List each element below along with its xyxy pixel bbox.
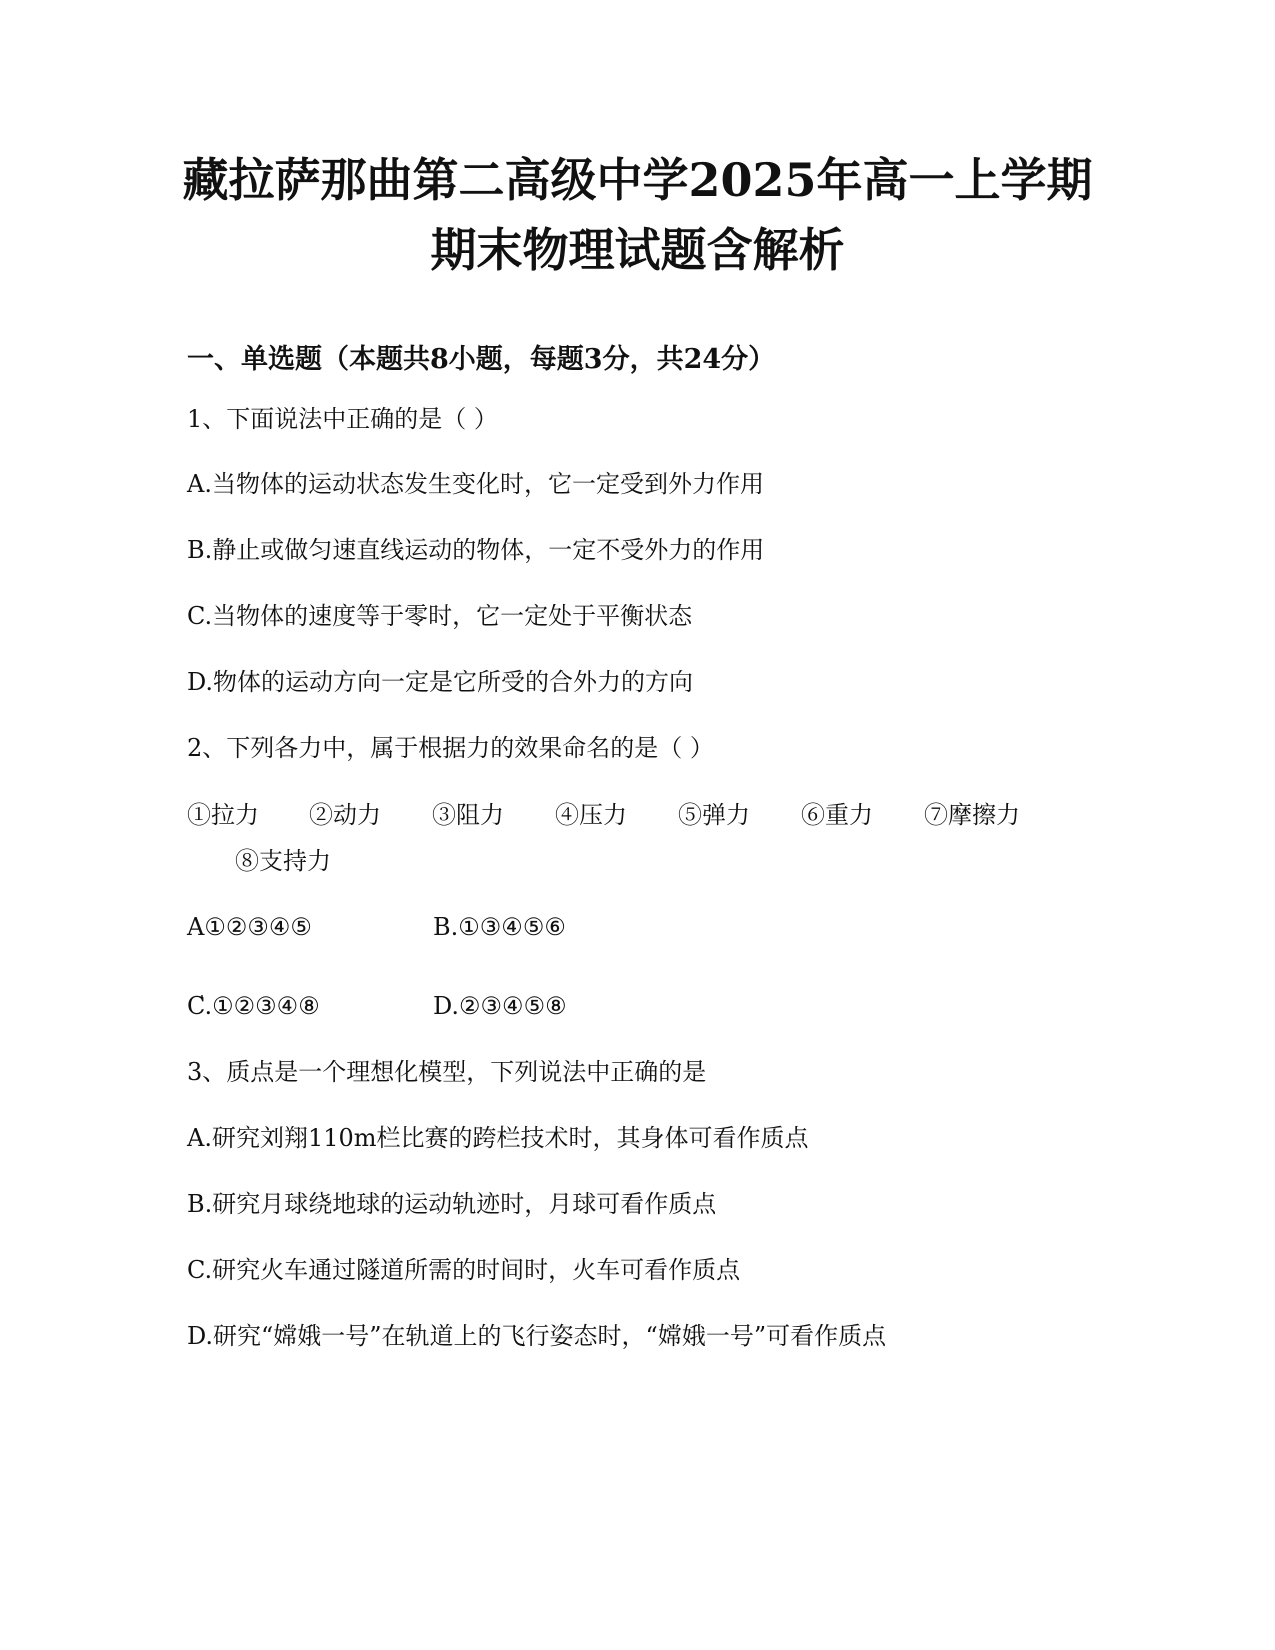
question-3-stem: 3、质点是一个理想化模型，下列说法中正确的是 (187, 1058, 707, 1086)
force-item-2: ②动力 (309, 801, 381, 829)
question-2-stem: 2、下列各力中，属于根据力的效果命名的是（ ） (187, 734, 714, 762)
document-title-line-1: 藏拉萨那曲第二高级中学2025年高一上学期 (182, 153, 1093, 207)
question-2-option-c: C.①②③④⑧ (187, 992, 320, 1020)
question-2-option-d: D.②③④⑤⑧ (433, 992, 567, 1020)
question-3-option-b: B.研究月球绕地球的运动轨迹时，月球可看作质点 (187, 1190, 717, 1218)
force-item-5: ⑤弹力 (678, 801, 750, 829)
question-2-option-b: B.①③④⑤⑥ (433, 913, 566, 941)
force-item-4: ④压力 (555, 801, 627, 829)
question-2-option-a: A①②③④⑤ (187, 913, 312, 941)
document-title-line-2: 期末物理试题含解析 (430, 223, 845, 277)
force-item-1: ①拉力 (187, 801, 259, 829)
question-3-option-c: C.研究火车通过隧道所需的时间时，火车可看作质点 (187, 1256, 741, 1284)
question-1-stem: 1、下面说法中正确的是（ ） (187, 405, 498, 433)
question-1-option-d: D.物体的运动方向一定是它所受的合外力的方向 (187, 668, 694, 696)
force-item-8: ⑧支持力 (235, 847, 331, 875)
question-1-option-c: C.当物体的速度等于零时，它一定处于平衡状态 (187, 602, 693, 630)
question-3-option-d: D.研究“嫦娥一号”在轨道上的飞行姿态时，“嫦娥一号”可看作质点 (187, 1322, 887, 1350)
force-item-6: ⑥重力 (801, 801, 873, 829)
section-heading-single-choice: 一、单选题（本题共8小题，每题3分，共24分） (187, 344, 776, 375)
question-1-option-a: A.当物体的运动状态发生变化时，它一定受到外力作用 (187, 470, 764, 498)
question-1-option-b: B.静止或做匀速直线运动的物体，一定不受外力的作用 (187, 536, 765, 564)
force-item-3: ③阻力 (432, 801, 504, 829)
question-3-option-a: A.研究刘翔110m栏比赛的跨栏技术时，其身体可看作质点 (187, 1124, 809, 1152)
force-item-7: ⑦摩擦力 (924, 801, 1020, 829)
